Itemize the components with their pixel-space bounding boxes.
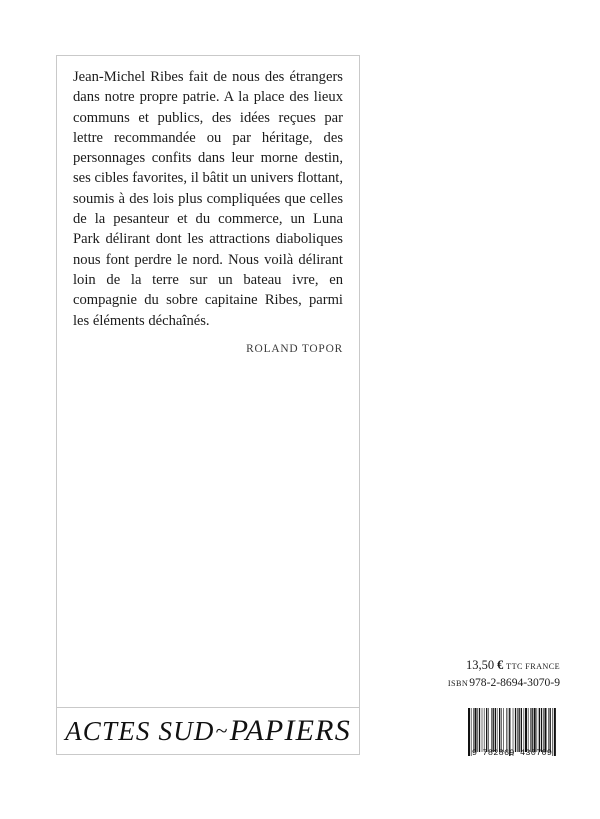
blurb-attribution: ROLAND TOPOR [246, 342, 343, 355]
blurb-area [57, 56, 359, 707]
price-suffix: TTC FRANCE [506, 662, 560, 671]
price-amount: 13,50 [466, 658, 495, 672]
price-line [430, 658, 560, 674]
publisher-name-part-2: PAPIERS [229, 714, 351, 747]
blurb-text: Jean-Michel Ribes fait de nous des étrangers dans notre propre patrie. A la place des lieux communs et publics, des idées reçues par lettre recommandée ou par héritage, des personnages confits dans leur morne destin, ses cibles favorites, il bâtit un univers flottant, soumis à des lois plus compliquées que celles de la pesanteur et du commerce, un Luna Park délirant dont les attractions diaboliques nous font perdre le nord. Nous voilà délirant loin de la terre sur un bateau ivre, en compagnie du sobre capitaine Ribes, parmi les éléments déchaînés. [73, 69, 343, 329]
isbn-line [430, 675, 560, 691]
euro-currency-symbol: € [497, 658, 504, 672]
barcode-digits: 9 782869 430709 [471, 748, 553, 758]
publisher-separator: ~ [215, 718, 229, 743]
back-cover-panel [56, 55, 360, 755]
publisher-band [57, 707, 359, 754]
isbn-label: ISBN [447, 679, 469, 688]
publisher-name-part-1: ACTES SUD [65, 716, 215, 746]
commerce-block [430, 658, 560, 691]
isbn-value: 978-2-8694-3070-9 [469, 676, 560, 689]
publisher-logo [65, 714, 351, 748]
